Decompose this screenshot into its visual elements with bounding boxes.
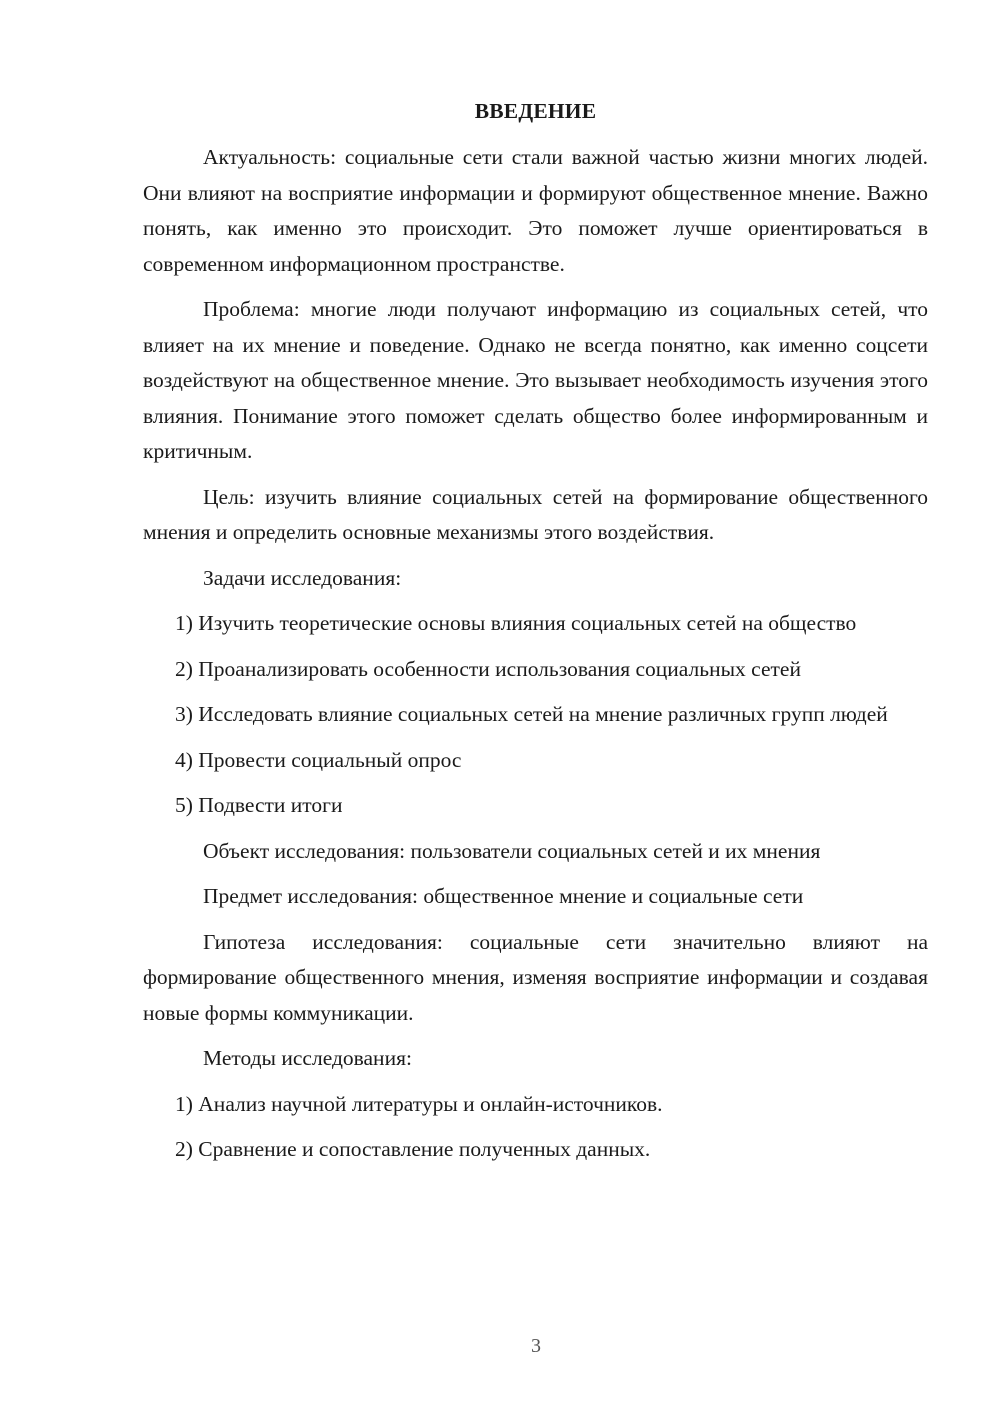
page-title: ВВЕДЕНИЕ bbox=[474, 99, 597, 123]
paragraph-goal: Цель: изучить влияние социальных сетей на формирование общественного мнения и определить основные механизмы этого воздействия. bbox=[143, 484, 928, 544]
task-item: 3) Исследовать влияние социальных сетей на мнение различных групп людей bbox=[175, 702, 888, 726]
method-item: 1) Анализ научной литературы и онлайн-источников. bbox=[175, 1091, 663, 1116]
document-page bbox=[143, 96, 928, 1178]
tasks-heading: Задачи исследования: bbox=[203, 565, 402, 590]
task-item: 1) Изучить теоретические основы влияния социальных сетей на общество bbox=[175, 611, 857, 635]
method-item: 2) Сравнение и сопоставление полученных данных. bbox=[175, 1137, 651, 1161]
paragraph-relevance: Актуальность: социальные сети стали важной частью жизни многих людей. Они влияют на восприятие информации и формируют общественное мнение. Важно понять, как именно это происходит. Это поможет лучше ориентироваться в современном информационном пространстве. bbox=[143, 145, 928, 276]
task-item: 5) Подвести итоги bbox=[175, 793, 343, 817]
task-item: 2) Проанализировать особенности использования социальных сетей bbox=[175, 656, 801, 681]
research-subject: Предмет исследования: общественное мнение и социальные сети bbox=[203, 884, 804, 908]
task-item: 4) Провести социальный опрос bbox=[175, 747, 462, 772]
page-number: 3 bbox=[531, 1335, 541, 1357]
research-object: Объект исследования: пользователи социальных сетей и их мнения bbox=[203, 838, 821, 863]
research-hypothesis: Гипотеза исследования: социальные сети значительно влияют на формирование общественного мнения, изменяя восприятие информации и создавая новые формы коммуникации. bbox=[143, 929, 928, 1025]
paragraph-problem: Проблема: многие люди получают информацию из социальных сетей, что влияет на их мнение и поведение. Однако не всегда понятно, как именно соцсети воздействуют на общественное мнение. Это вызывает необходимость изучения этого влияния. Понимание этого поможет сделать общество более информированным и критичным. bbox=[143, 297, 928, 463]
methods-heading: Методы исследования: bbox=[203, 1046, 412, 1070]
